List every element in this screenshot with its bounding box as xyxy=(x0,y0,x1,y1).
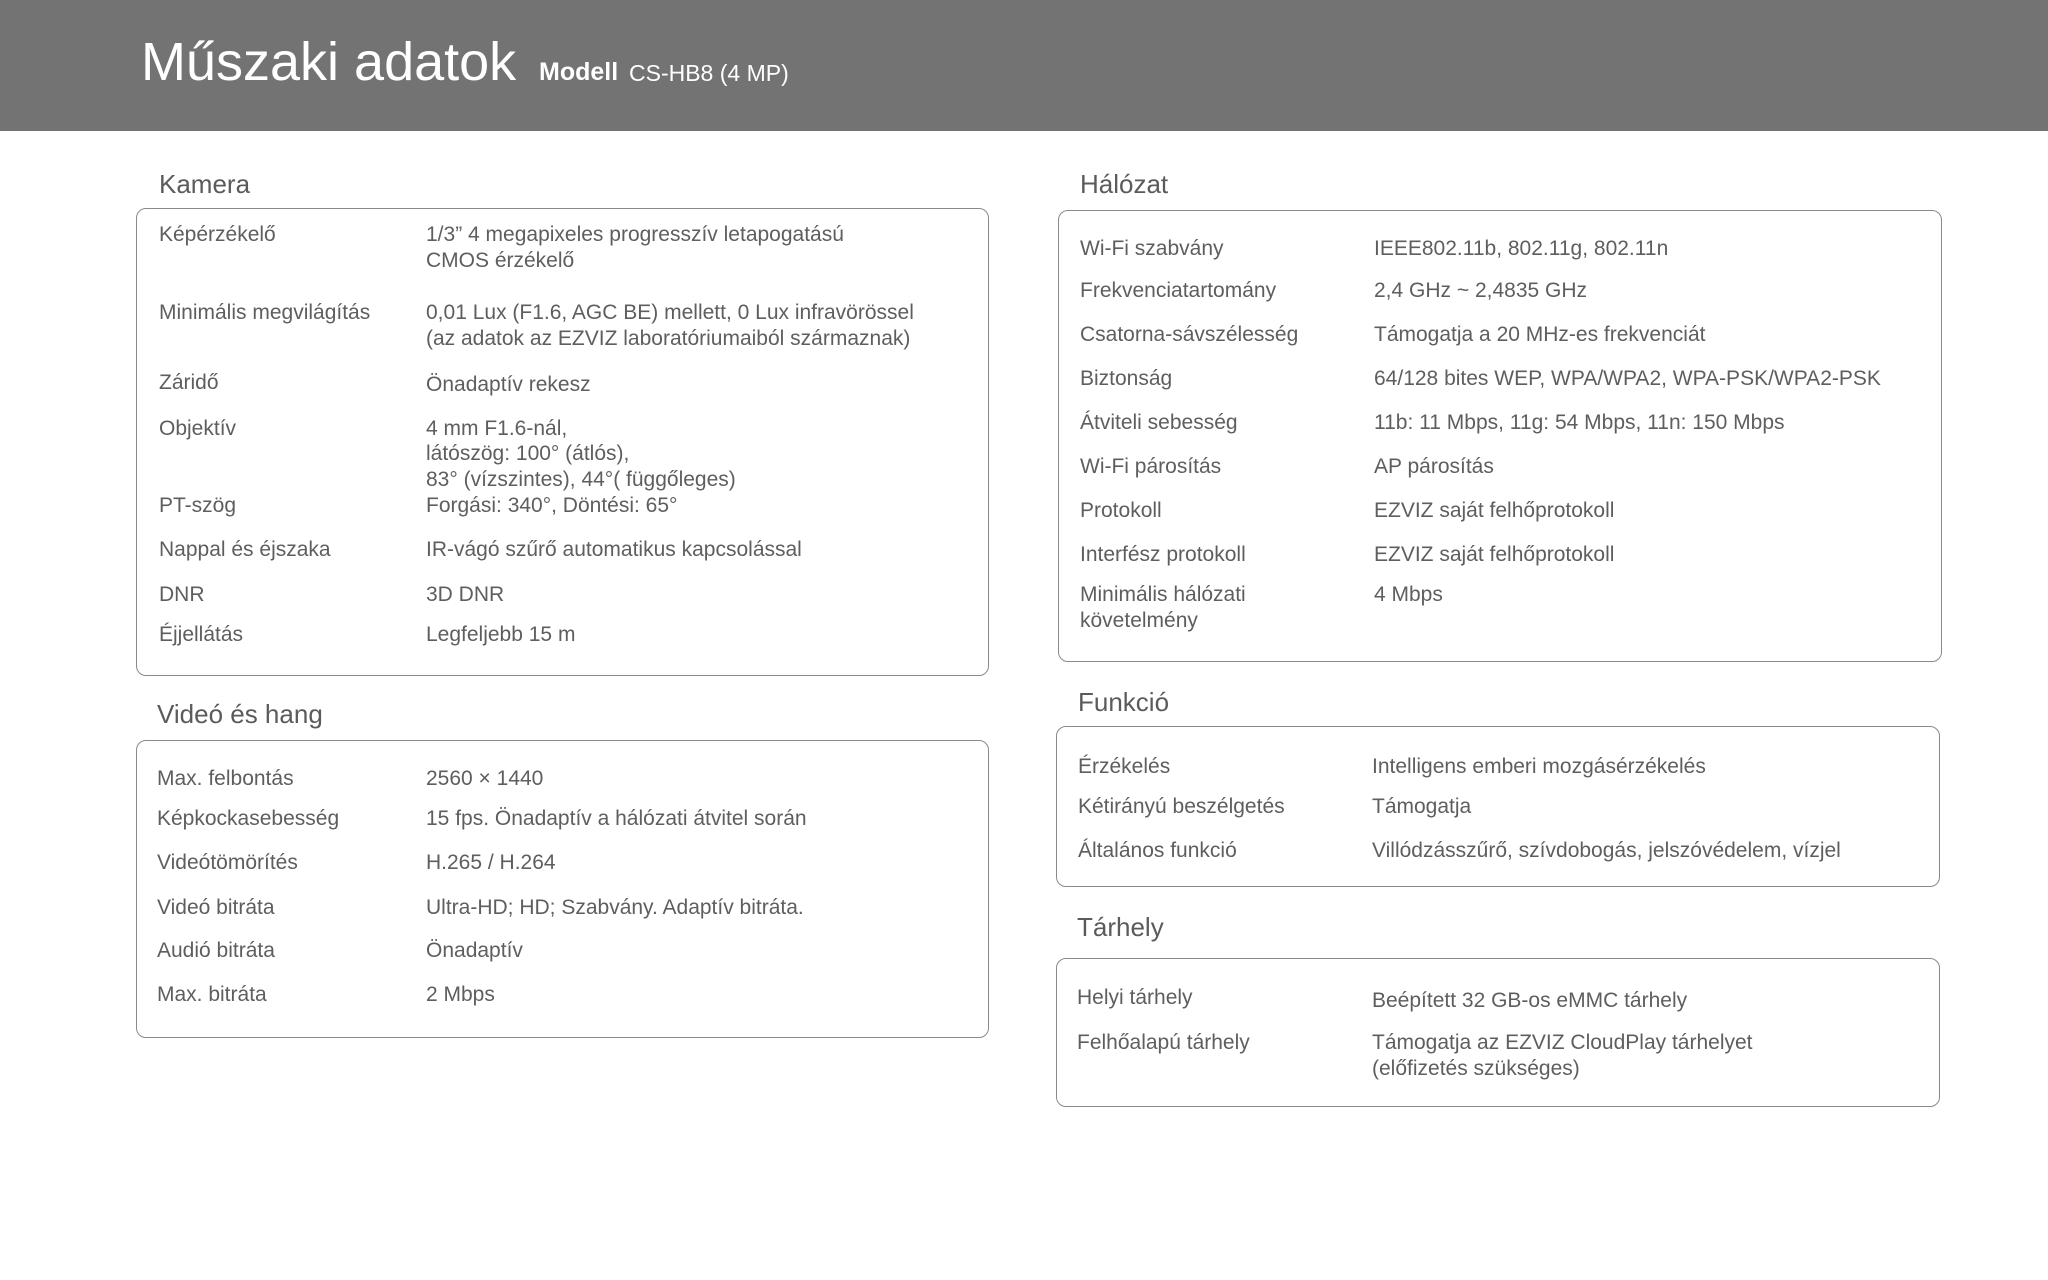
spec-value: EZVIZ saját felhőprotokoll xyxy=(1374,543,1615,566)
spec-label: Interfész protokoll xyxy=(1080,543,1246,566)
spec-value: 0,01 Lux (F1.6, AGC BE) mellett, 0 Lux infravörössel xyxy=(426,301,914,324)
spec-value: Támogatja xyxy=(1372,795,1472,818)
spec-value: Villódzásszűrő, szívdobogás, jelszóvédelem, vízjel xyxy=(1372,839,1841,862)
spec-value: 11b: 11 Mbps, 11g: 54 Mbps, 11n: 150 Mbps xyxy=(1374,411,1785,434)
spec-label: Protokoll xyxy=(1080,499,1162,522)
spec-label: Wi-Fi párosítás xyxy=(1080,455,1222,478)
spec-value: (az adatok az EZVIZ laboratóriumaiból származnak) xyxy=(426,327,911,350)
spec-value: H.265 / H.264 xyxy=(426,851,556,874)
spec-label: Minimális megvilágítás xyxy=(159,301,371,324)
spec-label: Objektív xyxy=(159,417,237,440)
spec-label: Frekvenciatartomány xyxy=(1080,279,1277,302)
spec-value: EZVIZ saját felhőprotokoll xyxy=(1374,499,1615,522)
spec-value: Önadaptív rekesz xyxy=(426,373,591,396)
spec-value: 15 fps. Önadaptív a hálózati átvitel során xyxy=(426,807,807,830)
spec-label: Max. bitráta xyxy=(157,983,267,1006)
spec-label: DNR xyxy=(159,583,205,606)
spec-label: PT-szög xyxy=(159,494,237,517)
section-title-funkcio: Funkció xyxy=(1078,687,1170,717)
spec-value: IEEE802.11b, 802.11g, 802.11n xyxy=(1374,237,1669,260)
spec-label: Wi-Fi szabvány xyxy=(1080,237,1224,260)
spec-label: Képérzékelő xyxy=(159,223,276,246)
spec-label: Képkockasebesség xyxy=(157,807,340,830)
spec-label: Éjjellátás xyxy=(159,623,244,646)
spec-label: Audió bitráta xyxy=(157,939,275,962)
spec-value: 3D DNR xyxy=(426,583,505,606)
spec-label: Minimális hálózati xyxy=(1080,583,1246,606)
spec-value: Legfeljebb 15 m xyxy=(426,623,576,646)
spec-label: Általános funkció xyxy=(1078,839,1237,862)
spec-label: Kétirányú beszélgetés xyxy=(1078,795,1285,818)
spec-label: Csatorna-sávszélesség xyxy=(1080,323,1299,346)
section-title-tarhely: Tárhely xyxy=(1077,912,1164,942)
spec-label: Biztonság xyxy=(1080,367,1173,390)
spec-value: 4 mm F1.6-nál, xyxy=(426,417,568,440)
page-header xyxy=(0,0,2048,131)
spec-label: Felhőalapú tárhely xyxy=(1077,1031,1250,1054)
spec-value: 83° (vízszintes), 44°( függőleges) xyxy=(426,468,736,491)
spec-label: Videótömörítés xyxy=(157,851,298,874)
spec-value: Ultra-HD; HD; Szabvány. Adaptív bitráta. xyxy=(426,896,804,919)
spec-value: Támogatja a 20 MHz-es frekvenciát xyxy=(1374,323,1706,346)
spec-value: 4 Mbps xyxy=(1374,583,1443,606)
spec-label: Videó bitráta xyxy=(157,896,275,919)
section-title-halozat: Hálózat xyxy=(1080,169,1169,199)
spec-label: Nappal és éjszaka xyxy=(159,538,331,561)
model-label: Modell xyxy=(539,58,619,86)
spec-value: Beépített 32 GB-os eMMC tárhely xyxy=(1372,989,1688,1012)
spec-label: követelmény xyxy=(1080,609,1198,632)
spec-value: Forgási: 340°, Döntési: 65° xyxy=(426,494,678,517)
section-title-video: Videó és hang xyxy=(157,699,323,729)
spec-label: Záridő xyxy=(159,371,219,394)
model-value: CS-HB8 (4 MP) xyxy=(629,60,789,86)
spec-value: Önadaptív xyxy=(426,939,523,962)
spec-value: Intelligens emberi mozgásérzékelés xyxy=(1372,755,1706,778)
spec-value: CMOS érzékelő xyxy=(426,249,575,272)
spec-value: IR-vágó szűrő automatikus kapcsolással xyxy=(426,538,802,561)
spec-label: Helyi tárhely xyxy=(1077,986,1193,1009)
page-title: Műszaki adatok xyxy=(141,32,517,92)
section-title-kamera: Kamera xyxy=(159,169,251,199)
spec-value: AP párosítás xyxy=(1374,455,1494,478)
spec-value: 2,4 GHz ~ 2,4835 GHz xyxy=(1374,279,1588,302)
spec-value: Támogatja az EZVIZ CloudPlay tárhelyet xyxy=(1372,1031,1753,1054)
spec-value: 64/128 bites WEP, WPA/WPA2, WPA-PSK/WPA2-PSK xyxy=(1374,367,1881,390)
spec-value: látószög: 100° (átlós), xyxy=(426,442,630,465)
spec-label: Érzékelés xyxy=(1078,755,1171,778)
spec-value: 2560 × 1440 xyxy=(426,767,544,790)
spec-label: Átviteli sebesség xyxy=(1080,411,1238,434)
spec-value: (előfizetés szükséges) xyxy=(1372,1057,1580,1080)
spec-value: 2 Mbps xyxy=(426,983,495,1006)
spec-label: Max. felbontás xyxy=(157,767,294,790)
spec-value: 1/3” 4 megapixeles progresszív letapogatású xyxy=(426,223,844,246)
